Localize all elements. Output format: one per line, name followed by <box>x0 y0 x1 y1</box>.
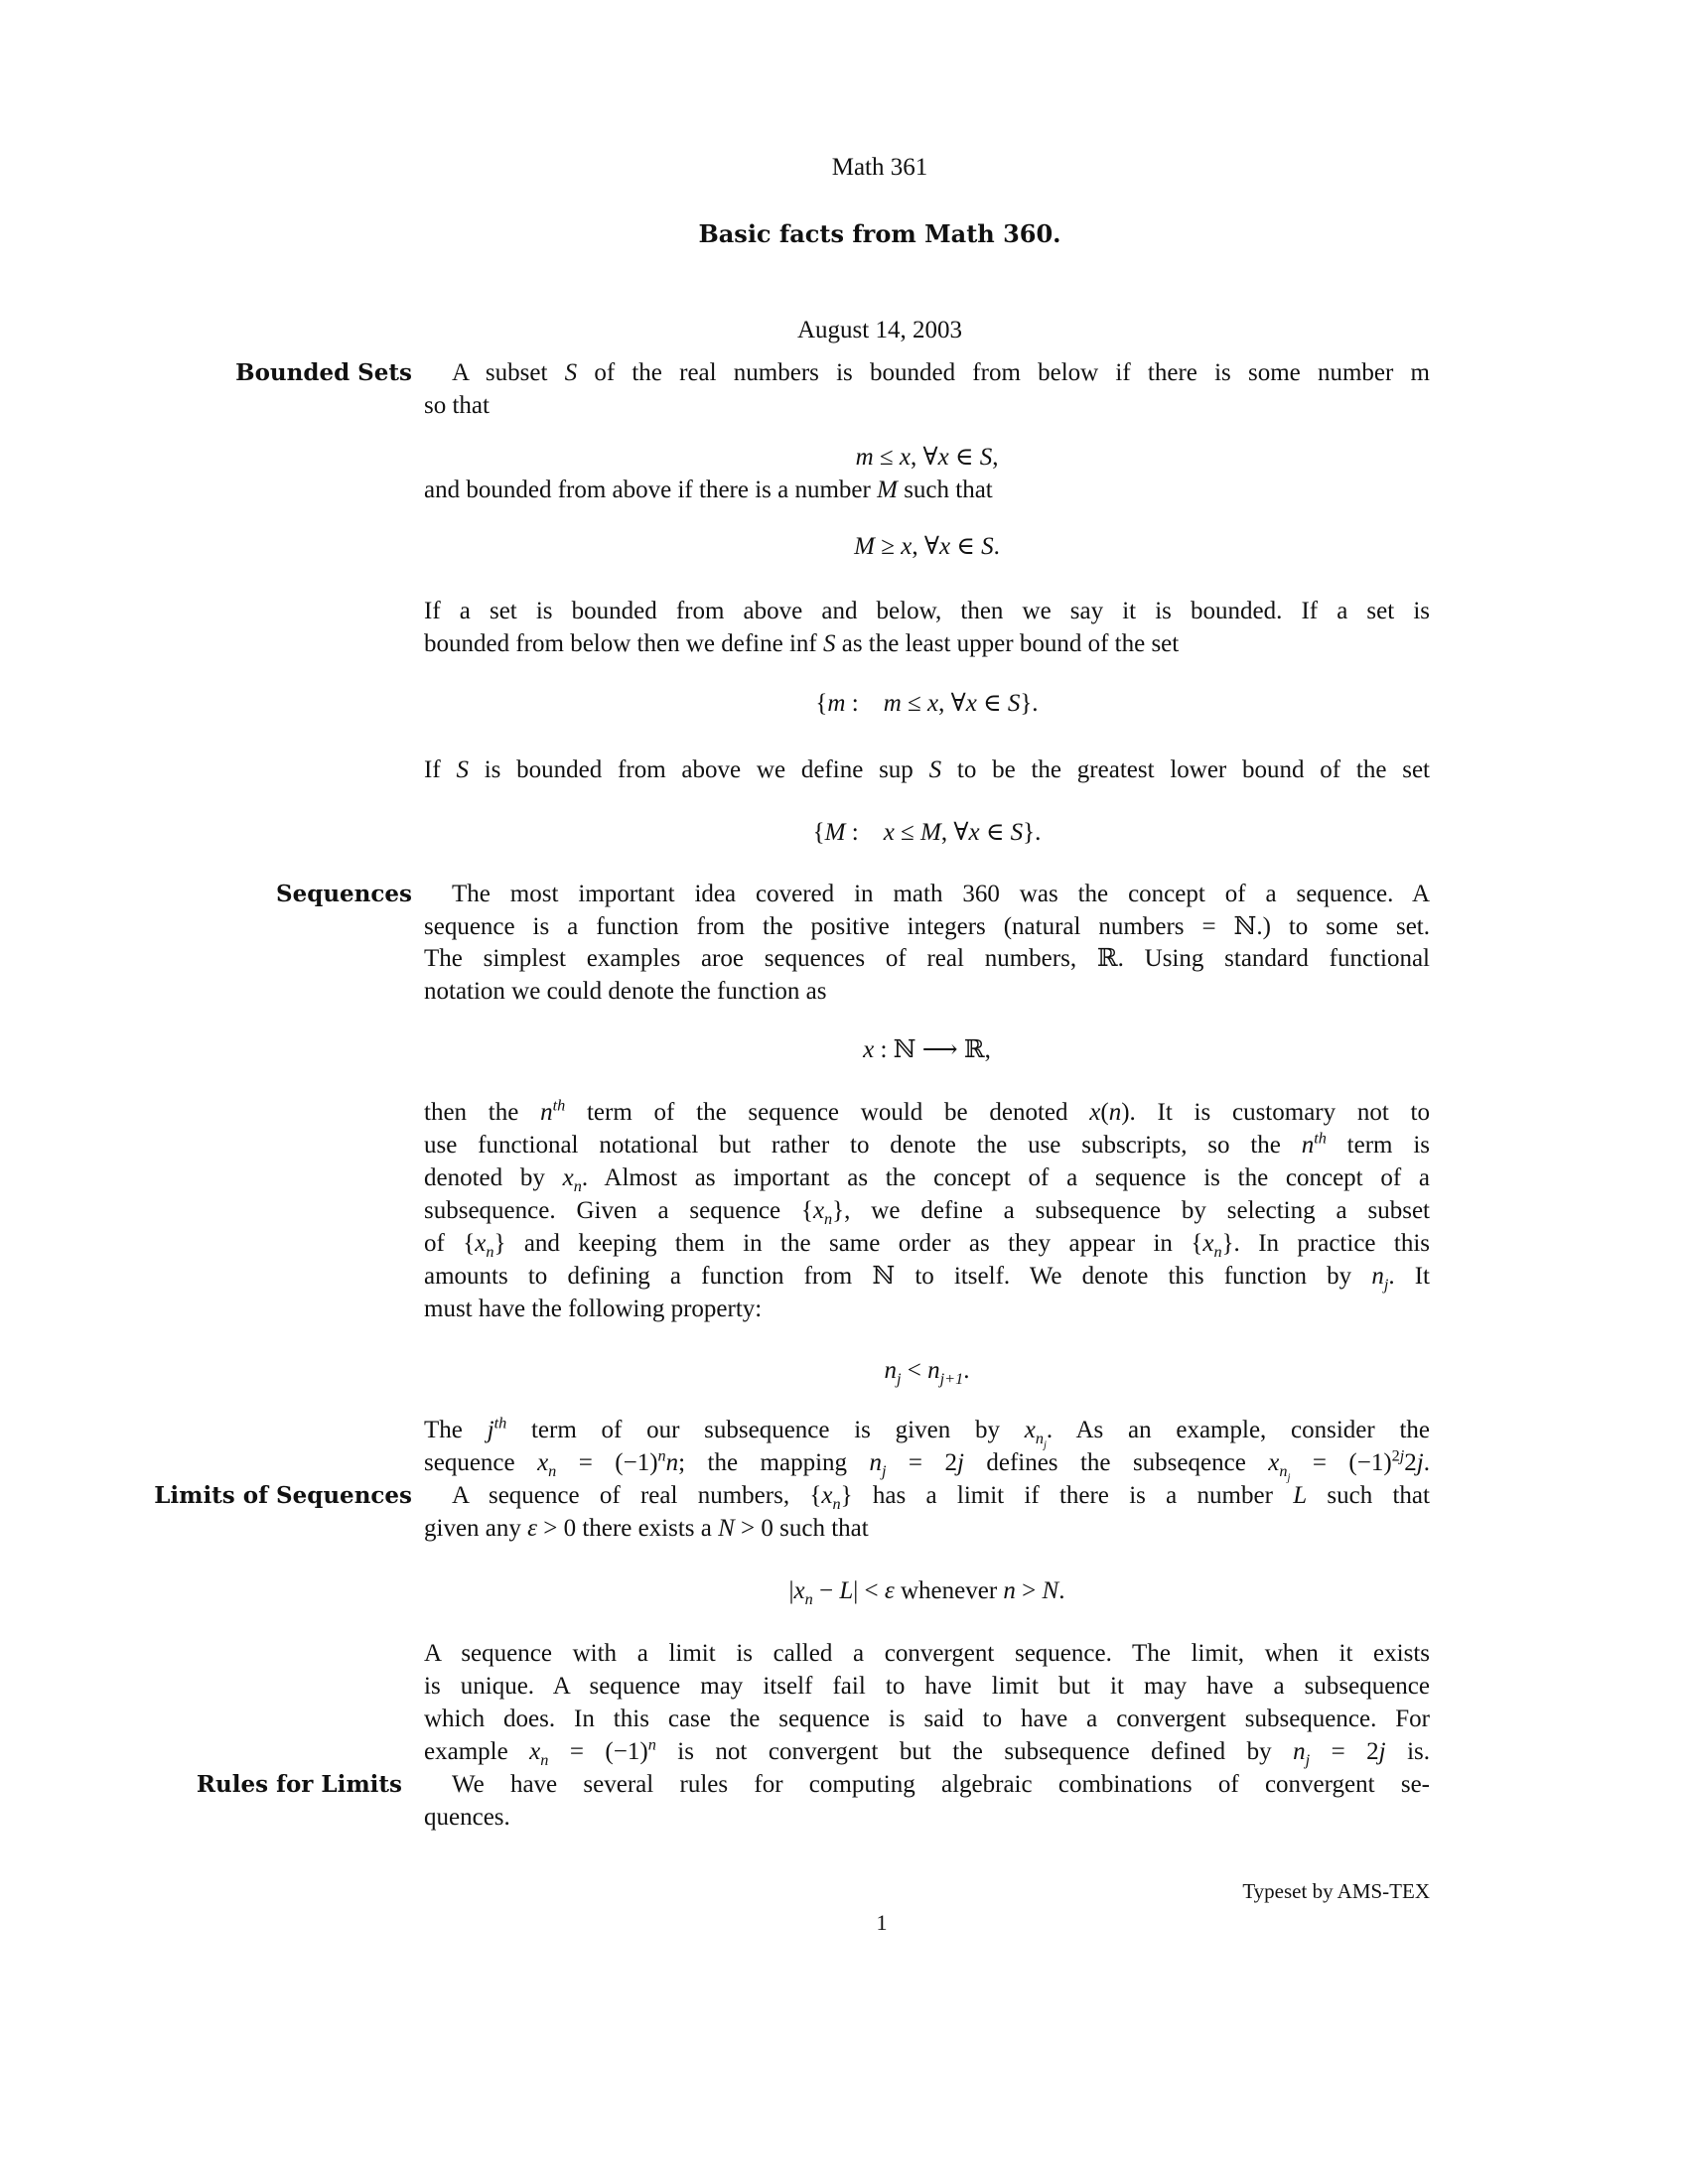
page-number: 1 <box>876 1910 888 1935</box>
display-equation: {M : x ≤ M, ∀x ∈ S}. <box>812 819 1042 846</box>
paragraph-line: example $x_n = (-1)^n$ is not convergent but the subsequence defined by $n_j = 2j$ is. <box>424 1735 1430 1769</box>
paragraph-line: denoted by $x_n$. Almost as important as the concept of a sequence is the concept of a <box>424 1164 1431 1195</box>
paragraph-line: of $\{x_n\}$ and keeping them in the same order as they appear in $\{x_n\}$. In practice this <box>424 1230 1431 1261</box>
section-label-limits-of-sequences: Limits of Sequences <box>154 1482 412 1509</box>
paragraph-line: A subset S of the real numbers is bounded from below if there is some number m <box>452 359 1430 386</box>
paragraph-line: subsequence. Given a sequence $\{x_n\}$, we define a subsequence by selecting a subset <box>424 1197 1430 1228</box>
document-date: August 14, 2003 <box>797 317 962 343</box>
display-equation: {m : m ≤ x, ∀x ∈ S}. <box>815 690 1039 717</box>
display-equation: $|x_n - L| < \varepsilon$ whenever n > N. <box>788 1577 1065 1608</box>
paragraph-line: A sequence with a limit is called a convergent sequence. The limit, when it exists <box>424 1640 1430 1667</box>
section-label-rules-for-limits: Rules for Limits <box>196 1771 402 1798</box>
paragraph-line: The most important idea covered in math 360 was the concept of a sequence. A <box>452 881 1430 907</box>
section-label-sequences: Sequences <box>276 881 412 907</box>
document-title: Basic facts from Math 360. <box>698 219 1061 248</box>
paragraph-line: then the $n^{th}$ term of the sequence would be denoted x(n). It is customary not to <box>424 1096 1430 1126</box>
paragraph-line: sequence $x_n = (-1)^nn$; the mapping $n_j = 2j$ defines the subseqence $x_{n_j} = (-1)^{2j}2j$. <box>424 1446 1430 1484</box>
paragraph-line: quences. <box>424 1804 510 1831</box>
paragraph-line: We have several rules for computing algebraic combinations of convergent se- <box>452 1771 1430 1798</box>
typeset-credit: Typeset by AMS-TEX <box>1242 1879 1430 1903</box>
paragraph-line: The simplest examples aroe sequences of real numbers, ℝ. Using standard functional <box>424 945 1430 972</box>
paragraph-line: A sequence of real numbers, $\{x_n\}$ has a limit if there is a number L such that <box>452 1482 1430 1513</box>
paragraph-line: amounts to defining a function from ℕ to itself. We denote this function by $n_j$. It <box>424 1263 1430 1294</box>
paragraph-line: use functional notational but rather to denote the use subscripts, so the $n^{th}$ term is <box>424 1129 1430 1159</box>
paragraph-line: must have the following property: <box>424 1296 763 1322</box>
display-equation: $n_j < n_{j+1}$. <box>884 1357 970 1388</box>
display-equation: m ≤ x, ∀x ∈ S, <box>855 444 999 471</box>
paragraph-line: given any ε > 0 there exists a N > 0 such that <box>424 1515 869 1542</box>
paragraph-line: notation we could denote the function as <box>424 978 827 1005</box>
paragraph-line: so that <box>424 392 490 419</box>
paragraph-line: bounded from below then we define inf S as the least upper bound of the set <box>424 630 1180 657</box>
paragraph-line: and bounded from above if there is a number M such that <box>424 477 993 503</box>
course-heading: Math 361 <box>831 154 928 181</box>
paragraph-line: The $j^{th}$ term of our subsequence is given by $x_{n_j}$. As an example, consider the <box>424 1414 1431 1451</box>
section-label-bounded-sets: Bounded Sets <box>235 359 412 386</box>
paragraph-line: is unique. A sequence may itself fail to have limit but it may have a subsequence <box>424 1673 1430 1700</box>
paragraph-line: If S is bounded from above we define sup S to be the greatest lower bound of the set <box>424 756 1430 783</box>
paragraph-line: sequence is a function from the positive integers (natural numbers = ℕ.) to some set. <box>424 913 1430 940</box>
display-equation: x : ℕ ⟶ ℝ, <box>863 1036 991 1063</box>
display-equation: M ≥ x, ∀x ∈ S. <box>854 533 1000 560</box>
paragraph-line: If a set is bounded from above and below, then we say it is bounded. If a set is <box>424 598 1430 624</box>
paragraph-line: which does. In this case the sequence is said to have a convergent subsequence. For <box>424 1706 1430 1732</box>
